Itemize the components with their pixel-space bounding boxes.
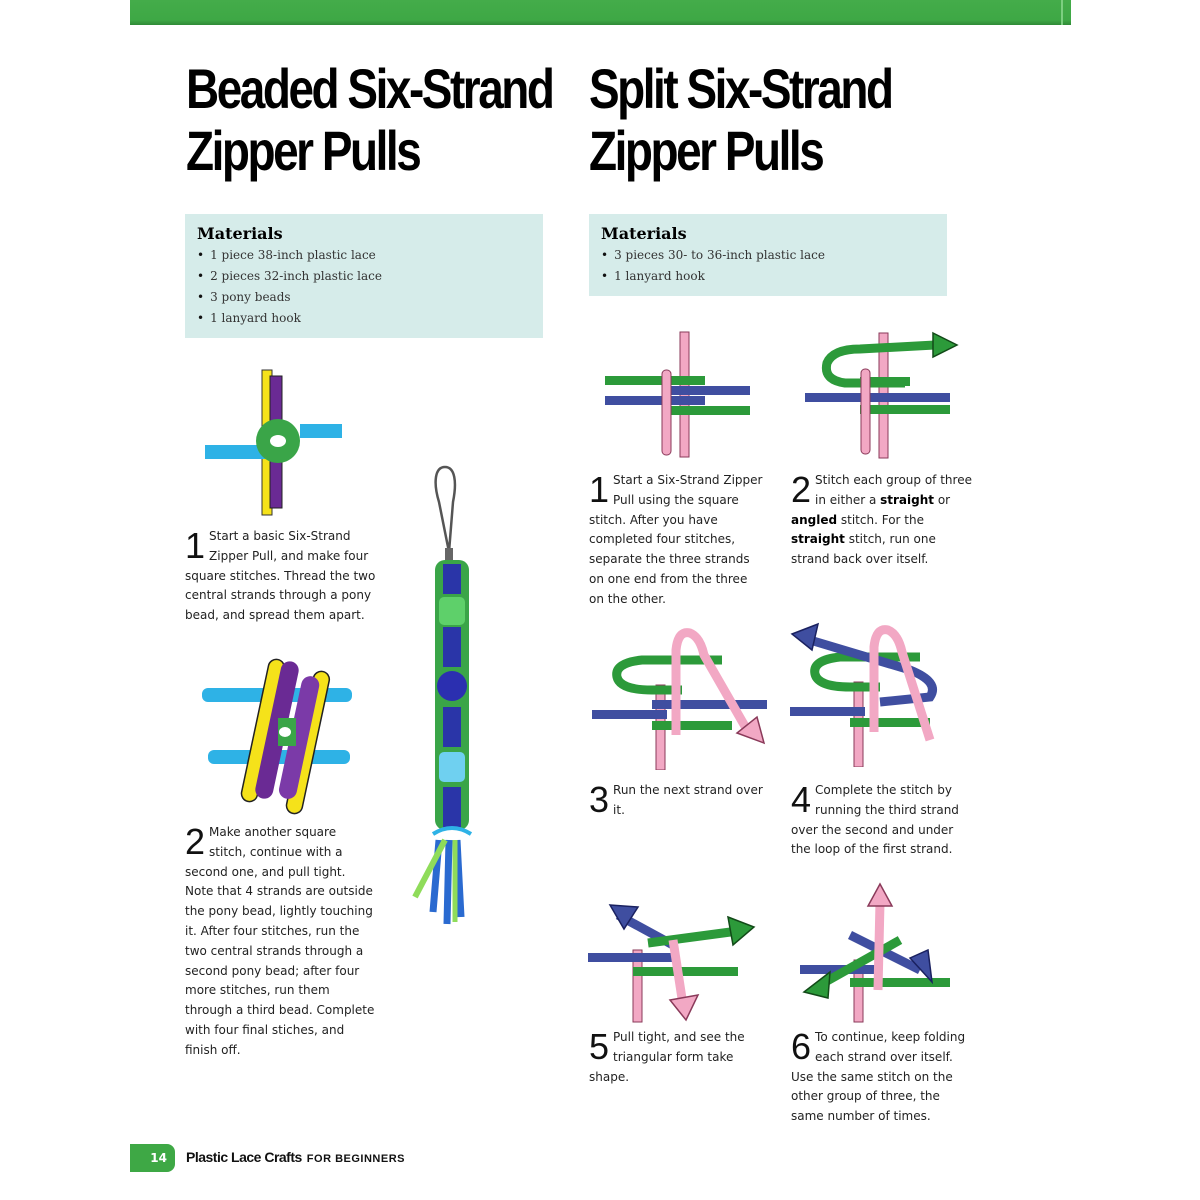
bead-stitch-diagram-1	[200, 368, 350, 518]
step-number: 1	[185, 525, 206, 566]
step-number: 5	[589, 1026, 610, 1067]
right-title-line1: Split Six-Strand	[589, 57, 892, 120]
right-materials-box	[589, 214, 947, 296]
book-subtitle: FOR BEGINNERS	[306, 1153, 405, 1165]
right-step-5	[589, 1028, 764, 1087]
top-bar-edge	[1061, 0, 1063, 25]
materials-item: • 2 pieces 32-inch plastic lace	[197, 266, 531, 287]
materials-item: • 1 lanyard hook	[197, 308, 531, 329]
right-step-2	[791, 471, 976, 570]
materials-item: • 1 piece 38-inch plastic lace	[197, 245, 531, 266]
step-text: To continue, keep folding each strand over itself. Use the same stitch on the other group of three, the same number of times.	[791, 1030, 966, 1124]
step-text: Start a Six-Strand Zipper Pull using the square stitch. After you have completed four stitches, separate the three strands on one end from the three on the other.	[589, 473, 763, 606]
bead-stitch-diagram-2	[200, 650, 360, 815]
split-stitch-diagram-1	[600, 330, 760, 460]
split-stitch-diagram-5	[588, 895, 763, 1025]
step-number: 6	[791, 1026, 812, 1067]
materials-item: • 3 pony beads	[197, 287, 531, 308]
step-text-mid: stitch. For the	[837, 512, 924, 527]
split-stitch-diagram-6	[800, 880, 960, 1025]
left-step-2	[185, 823, 375, 1061]
split-stitch-diagram-2	[805, 325, 965, 460]
step-text: Complete the stitch by running the third strand over the second and under the loop of the first strand.	[791, 783, 959, 857]
materials-list	[601, 245, 935, 287]
split-stitch-diagram-3	[592, 625, 777, 770]
step-bold-straight: straight	[791, 532, 845, 547]
step-text: Start a basic Six-Strand Zipper Pull, and make four square stitches. Thread the two central strands through a pony bead, and spread them apart.	[185, 529, 376, 623]
right-step-1	[589, 471, 764, 610]
materials-heading: Materials	[601, 224, 687, 243]
materials-heading: Materials	[197, 224, 283, 243]
step-bold-angled: angled	[791, 512, 838, 527]
step-text-mid: or	[934, 492, 951, 507]
step-text-pre: Stitch each group of three in either a	[815, 473, 972, 507]
materials-item: • 1 lanyard hook	[601, 266, 935, 287]
step-number: 4	[791, 779, 812, 820]
materials-list	[197, 245, 531, 329]
step-number: 2	[185, 821, 206, 862]
left-title-line2: Zipper Pulls	[186, 119, 420, 182]
step-number: 2	[791, 469, 812, 510]
right-title	[589, 58, 892, 182]
step-text: Pull tight, and see the triangular form take shape.	[589, 1030, 745, 1084]
split-stitch-diagram-4	[790, 622, 975, 767]
materials-item: • 3 pieces 30- to 36-inch plastic lace	[601, 245, 935, 266]
top-color-bar	[130, 0, 1071, 25]
right-step-3	[589, 781, 764, 821]
right-title-line2: Zipper Pulls	[589, 119, 823, 182]
step-number: 3	[589, 779, 610, 820]
step-text: Make another square stitch, continue with a second one, and pull tight. Note that 4 strands are outside the pony bead, lightly touching it. After four stitches, run the two central strands through a second pony bead; after four more stitches, run them through a third bead. Complete with four final stiches, and finish off.	[185, 825, 375, 1057]
step-text: Run the next strand over it.	[613, 783, 763, 817]
book-title: Plastic Lace Crafts	[186, 1149, 302, 1165]
left-title-line1: Beaded Six-Strand	[186, 57, 553, 120]
page-number-tab	[130, 1144, 175, 1172]
right-step-4	[791, 781, 976, 860]
left-step-1	[185, 527, 385, 626]
right-step-6	[791, 1028, 976, 1127]
step-text-post: stitch, run one strand back over itself.	[791, 532, 936, 567]
left-materials-box	[185, 214, 543, 338]
step-number: 1	[589, 469, 610, 510]
running-footer	[186, 1149, 405, 1165]
finished-zipper-pull-photo	[405, 462, 490, 932]
left-title	[186, 58, 552, 182]
page-number: 14	[150, 1151, 167, 1165]
step-bold-straight: straight	[880, 492, 935, 507]
